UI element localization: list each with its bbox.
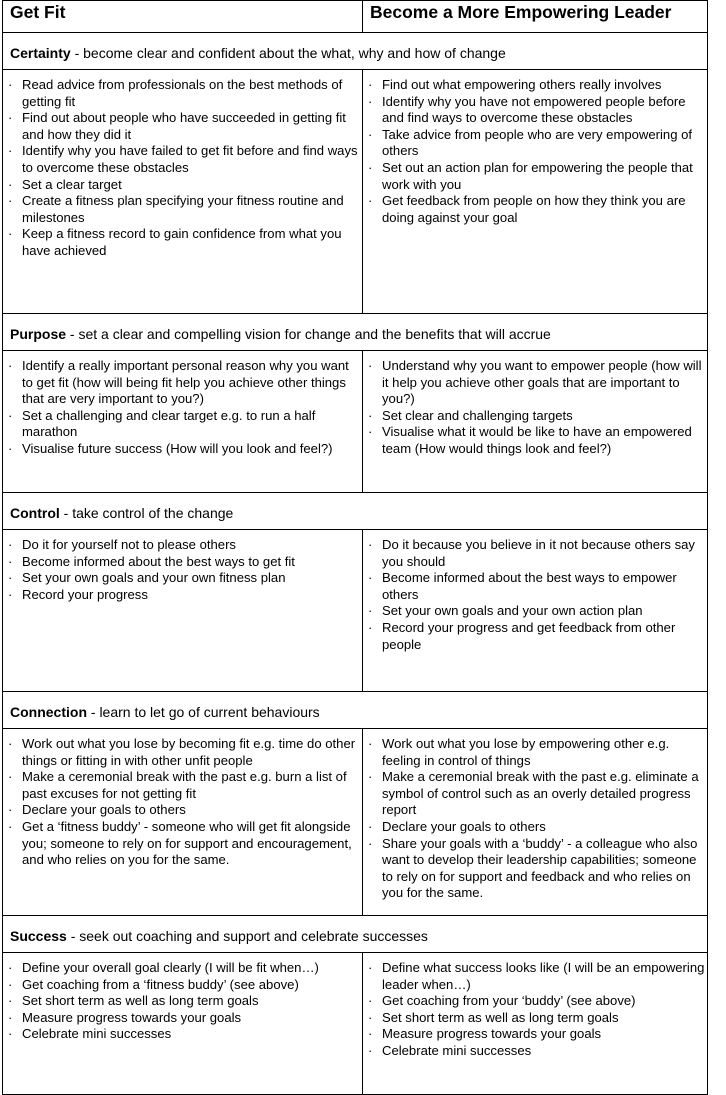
- list-item: [8, 193, 362, 226]
- section-description: - seek out coaching and support and celebrate successes: [66, 928, 428, 944]
- list-item-text: Work out what you lose by empowering other e.g. feeling in control of things: [382, 736, 670, 768]
- section-connection-left-cell: [3, 729, 363, 916]
- bullet-icon: ·: [368, 619, 373, 635]
- section-certainty-left-cell: [3, 70, 363, 314]
- list-item: [8, 77, 362, 110]
- section-header-row-control: [3, 493, 708, 530]
- list-item: [368, 1043, 707, 1060]
- bullet-icon: ·: [368, 193, 373, 209]
- bullet-icon: ·: [8, 553, 13, 569]
- list-item-text: Set a challenging and clear target e.g. to run a half marathon: [22, 407, 316, 440]
- bullet-icon: ·: [8, 143, 13, 159]
- list-item: [368, 193, 707, 226]
- column-title-get-fit: Get Fit: [10, 2, 66, 22]
- bullet-list-right: [363, 70, 707, 226]
- list-item: [368, 537, 707, 570]
- list-item: [368, 408, 707, 425]
- section-heading-success: [3, 916, 707, 944]
- header-cell-right: [363, 1, 708, 33]
- list-item-text: Work out what you lose by becoming fit e.g. time do other things or fitting in with other unfit people: [22, 736, 356, 768]
- list-item-text: Celebrate mini successes: [22, 1026, 172, 1042]
- list-item: [368, 993, 707, 1010]
- bullet-list-left: [3, 729, 362, 869]
- list-item: [8, 226, 362, 259]
- list-item-text: Get feedback from people on how they think you are doing against your goal: [382, 193, 686, 225]
- list-item-text: Set your own goals and your own action plan: [382, 603, 643, 619]
- section-name: Purpose: [10, 326, 67, 342]
- bullet-icon: ·: [8, 769, 13, 785]
- bullet-icon: ·: [368, 570, 373, 586]
- section-heading-connection: [3, 692, 707, 720]
- list-item-text: Read advice from professionals on the best methods of getting fit: [22, 77, 343, 109]
- section-header-cell-purpose: [3, 314, 708, 351]
- bullet-icon: ·: [8, 358, 13, 373]
- list-item-text: Find out what empowering others really involves: [382, 77, 662, 92]
- section-header-cell-success: [3, 916, 708, 953]
- section-header-cell-certainty: [3, 33, 708, 70]
- list-item: [368, 424, 707, 457]
- bullet-icon: ·: [368, 93, 373, 109]
- list-item: [8, 769, 362, 802]
- bullet-icon: ·: [8, 818, 13, 834]
- section-description: - learn to let go of current behaviours: [87, 704, 320, 720]
- list-item: [8, 110, 362, 143]
- list-item: [8, 441, 362, 458]
- list-item-text: Share your goals with a ‘buddy’ - a colleague who also want to develop their leadership capabilities; someone to rely on for support and feedback and who relies on you for the same.: [382, 835, 698, 901]
- list-item: [368, 1026, 707, 1043]
- section-header-row-purpose: [3, 314, 708, 351]
- list-item-text: Do it because you believe in it not because others say you should: [382, 537, 695, 569]
- bullet-list-left: [3, 351, 362, 458]
- section-body-row-connection: [3, 729, 708, 916]
- section-heading-control: [3, 493, 707, 521]
- bullet-list-right: [363, 530, 707, 653]
- section-body-row-purpose: [3, 351, 708, 493]
- list-item: [8, 977, 362, 994]
- section-header-cell-connection: [3, 692, 708, 729]
- bullet-icon: ·: [8, 77, 13, 92]
- list-item-text: Record your progress and get feedback from other people: [382, 619, 676, 652]
- list-item-text: Create a fitness plan specifying your fitness routine and milestones: [22, 193, 344, 225]
- section-header-row-connection: [3, 692, 708, 729]
- list-item: [368, 358, 707, 408]
- list-item-text: Take advice from people who are very empowering of others: [382, 126, 693, 159]
- bullet-icon: ·: [368, 358, 373, 373]
- section-name: Control: [10, 505, 60, 521]
- bullet-list-right: [363, 729, 707, 902]
- list-item: [8, 802, 362, 819]
- bullet-icon: ·: [368, 993, 373, 1009]
- list-item-text: Make a ceremonial break with the past e.g. burn a list of past excuses for not getting fit: [22, 769, 347, 801]
- list-item: [368, 94, 707, 127]
- list-item-text: Identify a really important personal reason why you want to get fit (how will being fit help you achieve other things that are very important to you?): [22, 358, 349, 407]
- section-purpose-right-cell: [363, 351, 708, 493]
- section-name: Connection: [10, 704, 87, 720]
- list-item-text: Measure progress towards your goals: [382, 1026, 602, 1042]
- list-item: [8, 408, 362, 441]
- list-item-text: Set your own goals and your own fitness plan: [22, 570, 286, 586]
- bullet-icon: ·: [8, 736, 13, 751]
- list-item-text: Become informed about the best ways to get fit: [22, 553, 295, 569]
- list-item: [8, 736, 362, 769]
- header-cell-left: [3, 1, 363, 33]
- list-item-text: Set short term as well as long term goals: [382, 1009, 619, 1025]
- bullet-icon: ·: [8, 193, 13, 209]
- list-item-text: Set a clear target: [22, 176, 122, 192]
- section-name: Success: [10, 928, 67, 944]
- list-item-text: Get coaching from a ‘fitness buddy’ (see above): [22, 976, 299, 992]
- section-body-row-certainty: [3, 70, 708, 314]
- bullet-icon: ·: [368, 126, 373, 142]
- column-title-empowering-leader: Become a More Empowering Leader: [370, 2, 672, 22]
- section-control-right-cell: [363, 530, 708, 692]
- list-item: [368, 819, 707, 836]
- list-item: [368, 836, 707, 902]
- bullet-list-right: [363, 953, 707, 1060]
- bullet-icon: ·: [368, 960, 373, 975]
- list-item-text: Make a ceremonial break with the past e.g. eliminate a symbol of control such as an overly detailed progress report: [382, 769, 699, 818]
- bullet-icon: ·: [8, 110, 13, 126]
- bullet-icon: ·: [8, 1009, 13, 1025]
- list-item: [8, 960, 362, 977]
- list-item: [368, 769, 707, 819]
- bullet-icon: ·: [8, 537, 13, 552]
- section-control-left-cell: [3, 530, 363, 692]
- list-item: [8, 177, 362, 194]
- bullet-list-left: [3, 70, 362, 260]
- bullet-icon: ·: [368, 407, 373, 423]
- list-item: [8, 537, 362, 554]
- list-item: [368, 127, 707, 160]
- bullet-icon: ·: [368, 537, 373, 552]
- section-heading-certainty: [3, 33, 707, 61]
- list-item: [368, 620, 707, 653]
- bullet-icon: ·: [368, 1009, 373, 1025]
- bullet-icon: ·: [368, 603, 373, 619]
- list-item: [368, 603, 707, 620]
- bullet-icon: ·: [368, 835, 373, 851]
- section-body-row-control: [3, 530, 708, 692]
- section-description: - become clear and confident about the what, why and how of change: [70, 45, 506, 61]
- bullet-icon: ·: [8, 1026, 13, 1042]
- list-item: [368, 736, 707, 769]
- section-description: - take control of the change: [59, 505, 234, 521]
- list-item: [8, 1026, 362, 1043]
- list-item-text: Visualise what it would be like to have an empowered team (How would things look and feel?): [382, 424, 692, 456]
- list-item: [8, 819, 362, 869]
- bullet-icon: ·: [368, 77, 373, 92]
- bullet-icon: ·: [8, 960, 13, 975]
- section-purpose-left-cell: [3, 351, 363, 493]
- bullet-icon: ·: [368, 818, 373, 834]
- bullet-icon: ·: [368, 1026, 373, 1042]
- list-item: [368, 160, 707, 193]
- list-item-text: Define your overall goal clearly (I will be fit when…): [22, 960, 319, 975]
- header-row: [3, 1, 708, 33]
- bullet-icon: ·: [8, 176, 13, 192]
- list-item-text: Keep a fitness record to gain confidence from what you have achieved: [22, 226, 342, 258]
- section-header-row-certainty: [3, 33, 708, 70]
- bullet-list-left: [3, 530, 362, 603]
- list-item-text: Get a ‘fitness buddy’ - someone who will get fit alongside you; someone to rely on for support and encouragement, and who relies on you for the same.: [22, 818, 352, 868]
- bullet-list-left: [3, 953, 362, 1043]
- list-item: [8, 587, 362, 604]
- list-item-text: Set short term as well as long term goals: [22, 993, 259, 1009]
- list-item-text: Identify why you have not empowered people before and find ways to overcome these obstacles: [382, 93, 686, 126]
- bullet-icon: ·: [8, 586, 13, 602]
- list-item: [8, 554, 362, 571]
- section-description: - set a clear and compelling vision for change and the benefits that will accrue: [66, 326, 551, 342]
- list-item-text: Visualise future success (How will you look and feel?): [22, 440, 333, 456]
- list-item-text: Celebrate mini successes: [382, 1042, 532, 1058]
- section-header-row-success: [3, 916, 708, 953]
- bullet-icon: ·: [368, 736, 373, 751]
- list-item-text: Understand why you want to empower people (how will it help you achieve other goals that are important to you?): [382, 358, 702, 407]
- bullet-icon: ·: [8, 407, 13, 423]
- list-item: [368, 77, 707, 94]
- list-item-text: Become informed about the best ways to empower others: [382, 570, 677, 602]
- list-item-text: Measure progress towards your goals: [22, 1009, 242, 1025]
- list-item-text: Find out about people who have succeeded in getting fit and how they did it: [22, 110, 346, 142]
- list-item: [8, 993, 362, 1010]
- bullet-icon: ·: [8, 802, 13, 818]
- bullet-icon: ·: [8, 226, 13, 242]
- list-item-text: Set out an action plan for empowering the people that work with you: [382, 159, 693, 192]
- bullet-icon: ·: [8, 993, 13, 1009]
- list-item-text: Get coaching from your ‘buddy’ (see above): [382, 993, 636, 1009]
- bullet-icon: ·: [368, 424, 373, 440]
- list-item-text: Record your progress: [22, 586, 148, 602]
- list-item: [8, 143, 362, 176]
- bullet-icon: ·: [8, 570, 13, 586]
- comparison-table: [2, 0, 708, 1095]
- list-item-text: Declare your goals to others: [22, 802, 186, 818]
- list-item-text: Define what success looks like (I will be an empowering leader when…): [382, 960, 705, 992]
- section-header-cell-control: [3, 493, 708, 530]
- list-item-text: Set clear and challenging targets: [382, 407, 573, 423]
- bullet-icon: ·: [8, 976, 13, 992]
- bullet-list-right: [363, 351, 707, 458]
- list-item-text: Do it for yourself not to please others: [22, 537, 236, 552]
- list-item: [8, 570, 362, 587]
- list-item-text: Identify why you have failed to get fit before and find ways to overcome these obstacles: [22, 143, 358, 175]
- list-item-text: Declare your goals to others: [382, 818, 546, 834]
- bullet-icon: ·: [368, 769, 373, 785]
- section-connection-right-cell: [363, 729, 708, 916]
- section-heading-purpose: [3, 314, 707, 342]
- section-name: Certainty: [10, 45, 71, 61]
- section-certainty-right-cell: [363, 70, 708, 314]
- list-item: [368, 570, 707, 603]
- bullet-icon: ·: [368, 159, 373, 175]
- bullet-icon: ·: [8, 440, 13, 456]
- bullet-icon: ·: [368, 1042, 373, 1058]
- list-item: [8, 358, 362, 408]
- list-item: [368, 960, 707, 993]
